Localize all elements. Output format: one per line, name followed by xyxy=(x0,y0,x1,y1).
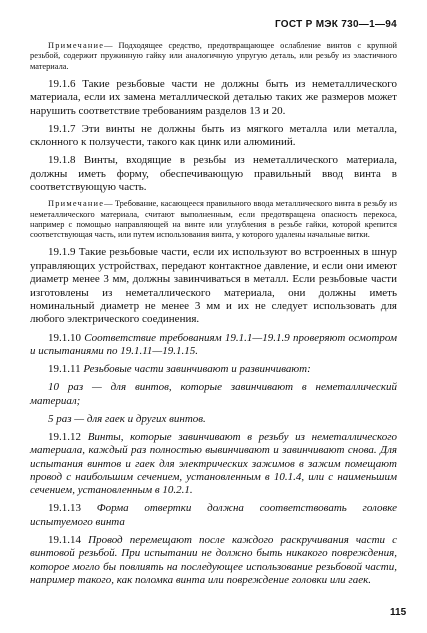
clause-text: Такие резьбовые части, если их используют во встроенных в шнур управляющих устройствах, передают контактное давление, и если они имеют диаметр менее 3 мм, должны завинчиваться в металл. Если резьбовые части изготовлены из неметаллического материала, они должны иметь номинальный диаметр не менее 3 мм и их не следует использовать для любого электрического соединения. xyxy=(30,246,397,326)
clause-text: Провод перемещают после каждого раскручивания части с винтовой резьбой. При испытании не должно быть никакого повреждения, которое могло бы повлиять на последующее использование резьбовой части, например такого, как поломка винта или повреждение головки или гаек. xyxy=(30,533,398,587)
clause-text: Форма отвертки должна соответствовать головке испытуемого винта xyxy=(30,502,398,528)
note-label: Примечание xyxy=(48,199,105,209)
clause-number: 19.1.13 xyxy=(48,502,81,515)
clause-number: 19.1.11 xyxy=(48,363,81,376)
clause-text: Винты, входящие в резьбы из неметаллического материала, должны иметь форму, обеспечивающую правильный ввод винта в соответствующую часть. xyxy=(30,154,398,194)
clause-number: 19.1.10 xyxy=(48,331,81,344)
clause-text: Винты, которые завинчивают в резьбу из неметаллического материала, каждый раз полностью вывинчивают и завинчивают снова. Для испытания винтов и гаек для электрических зажимов в зажим помещают провод с наибольшим сечением, установленным в 10.1.4, или с наименьшим сечением, установленным в 10.2.1. xyxy=(30,430,398,497)
clause-19-1-9 xyxy=(30,246,397,326)
clause-19-1-14 xyxy=(30,534,397,588)
clause-text: Соответствие требованиям 19.1.1—19.1.9 проверяют осмотром и испытаниями по 19.1.11—19.1.15. xyxy=(30,331,397,357)
note-text: — Подходящее средство, предотвращающее ослабление винтов с крупной резьбой, содержит пружинную гайку или аналогичную упругую деталь, или резьбу из эластичного материала. xyxy=(30,41,397,71)
note-text: — Требование, касающееся правильного ввода металлического винта в резьбу из неметаллического материала, считают выполненным, если предотвращена опасность перекоса, например с помощью направляющей на винте или углубления в резьбе гайки, которой крепится соответствующая часть, или путем использования винта, у которого удалены начальные витки. xyxy=(30,199,397,240)
clause-number: 19.1.14 xyxy=(48,533,81,546)
test-line-5-times: 5 раз — для гаек и других винтов. xyxy=(48,412,206,425)
page-number: 115 xyxy=(390,607,407,618)
clause-text: Такие резьбовые части не должны быть из неметаллического материала, если их замена металлической деталью таких же размеров может нарушить соответствие требованиям разделов 13 и 20. xyxy=(30,77,397,117)
clause-number: 19.1.9 xyxy=(48,246,76,259)
clause-19-1-11 xyxy=(30,363,397,376)
clause-number: 19.1.8 xyxy=(48,154,76,167)
clause-number: 19.1.7 xyxy=(48,122,76,135)
clause-number: 19.1.6 xyxy=(48,77,76,90)
clause-19-1-13 xyxy=(30,502,397,529)
clause-19-1-7 xyxy=(30,123,397,150)
note xyxy=(30,41,397,72)
clause-19-1-10 xyxy=(30,332,397,359)
clause-text: Резьбовые части завинчивают и развинчивают: xyxy=(83,363,311,376)
clause-text: Эти винты не должны быть из мягкого металла или металла, склонного к ползучести, такого как цинк или алюминий. xyxy=(30,122,398,149)
document-body xyxy=(30,41,397,592)
note xyxy=(30,199,397,240)
clause-19-1-6 xyxy=(30,78,397,118)
clause-number: 19.1.12 xyxy=(48,430,81,443)
clause-19-1-8 xyxy=(30,154,397,194)
clause-19-1-12 xyxy=(30,431,397,498)
test-line-10-times: 10 раз — для винтов, которые завинчивают в неметаллический материал; xyxy=(30,381,397,407)
standard-header: ГОСТ Р МЭК 730—1—94 xyxy=(274,19,397,30)
note-label: Примечание xyxy=(48,41,105,50)
